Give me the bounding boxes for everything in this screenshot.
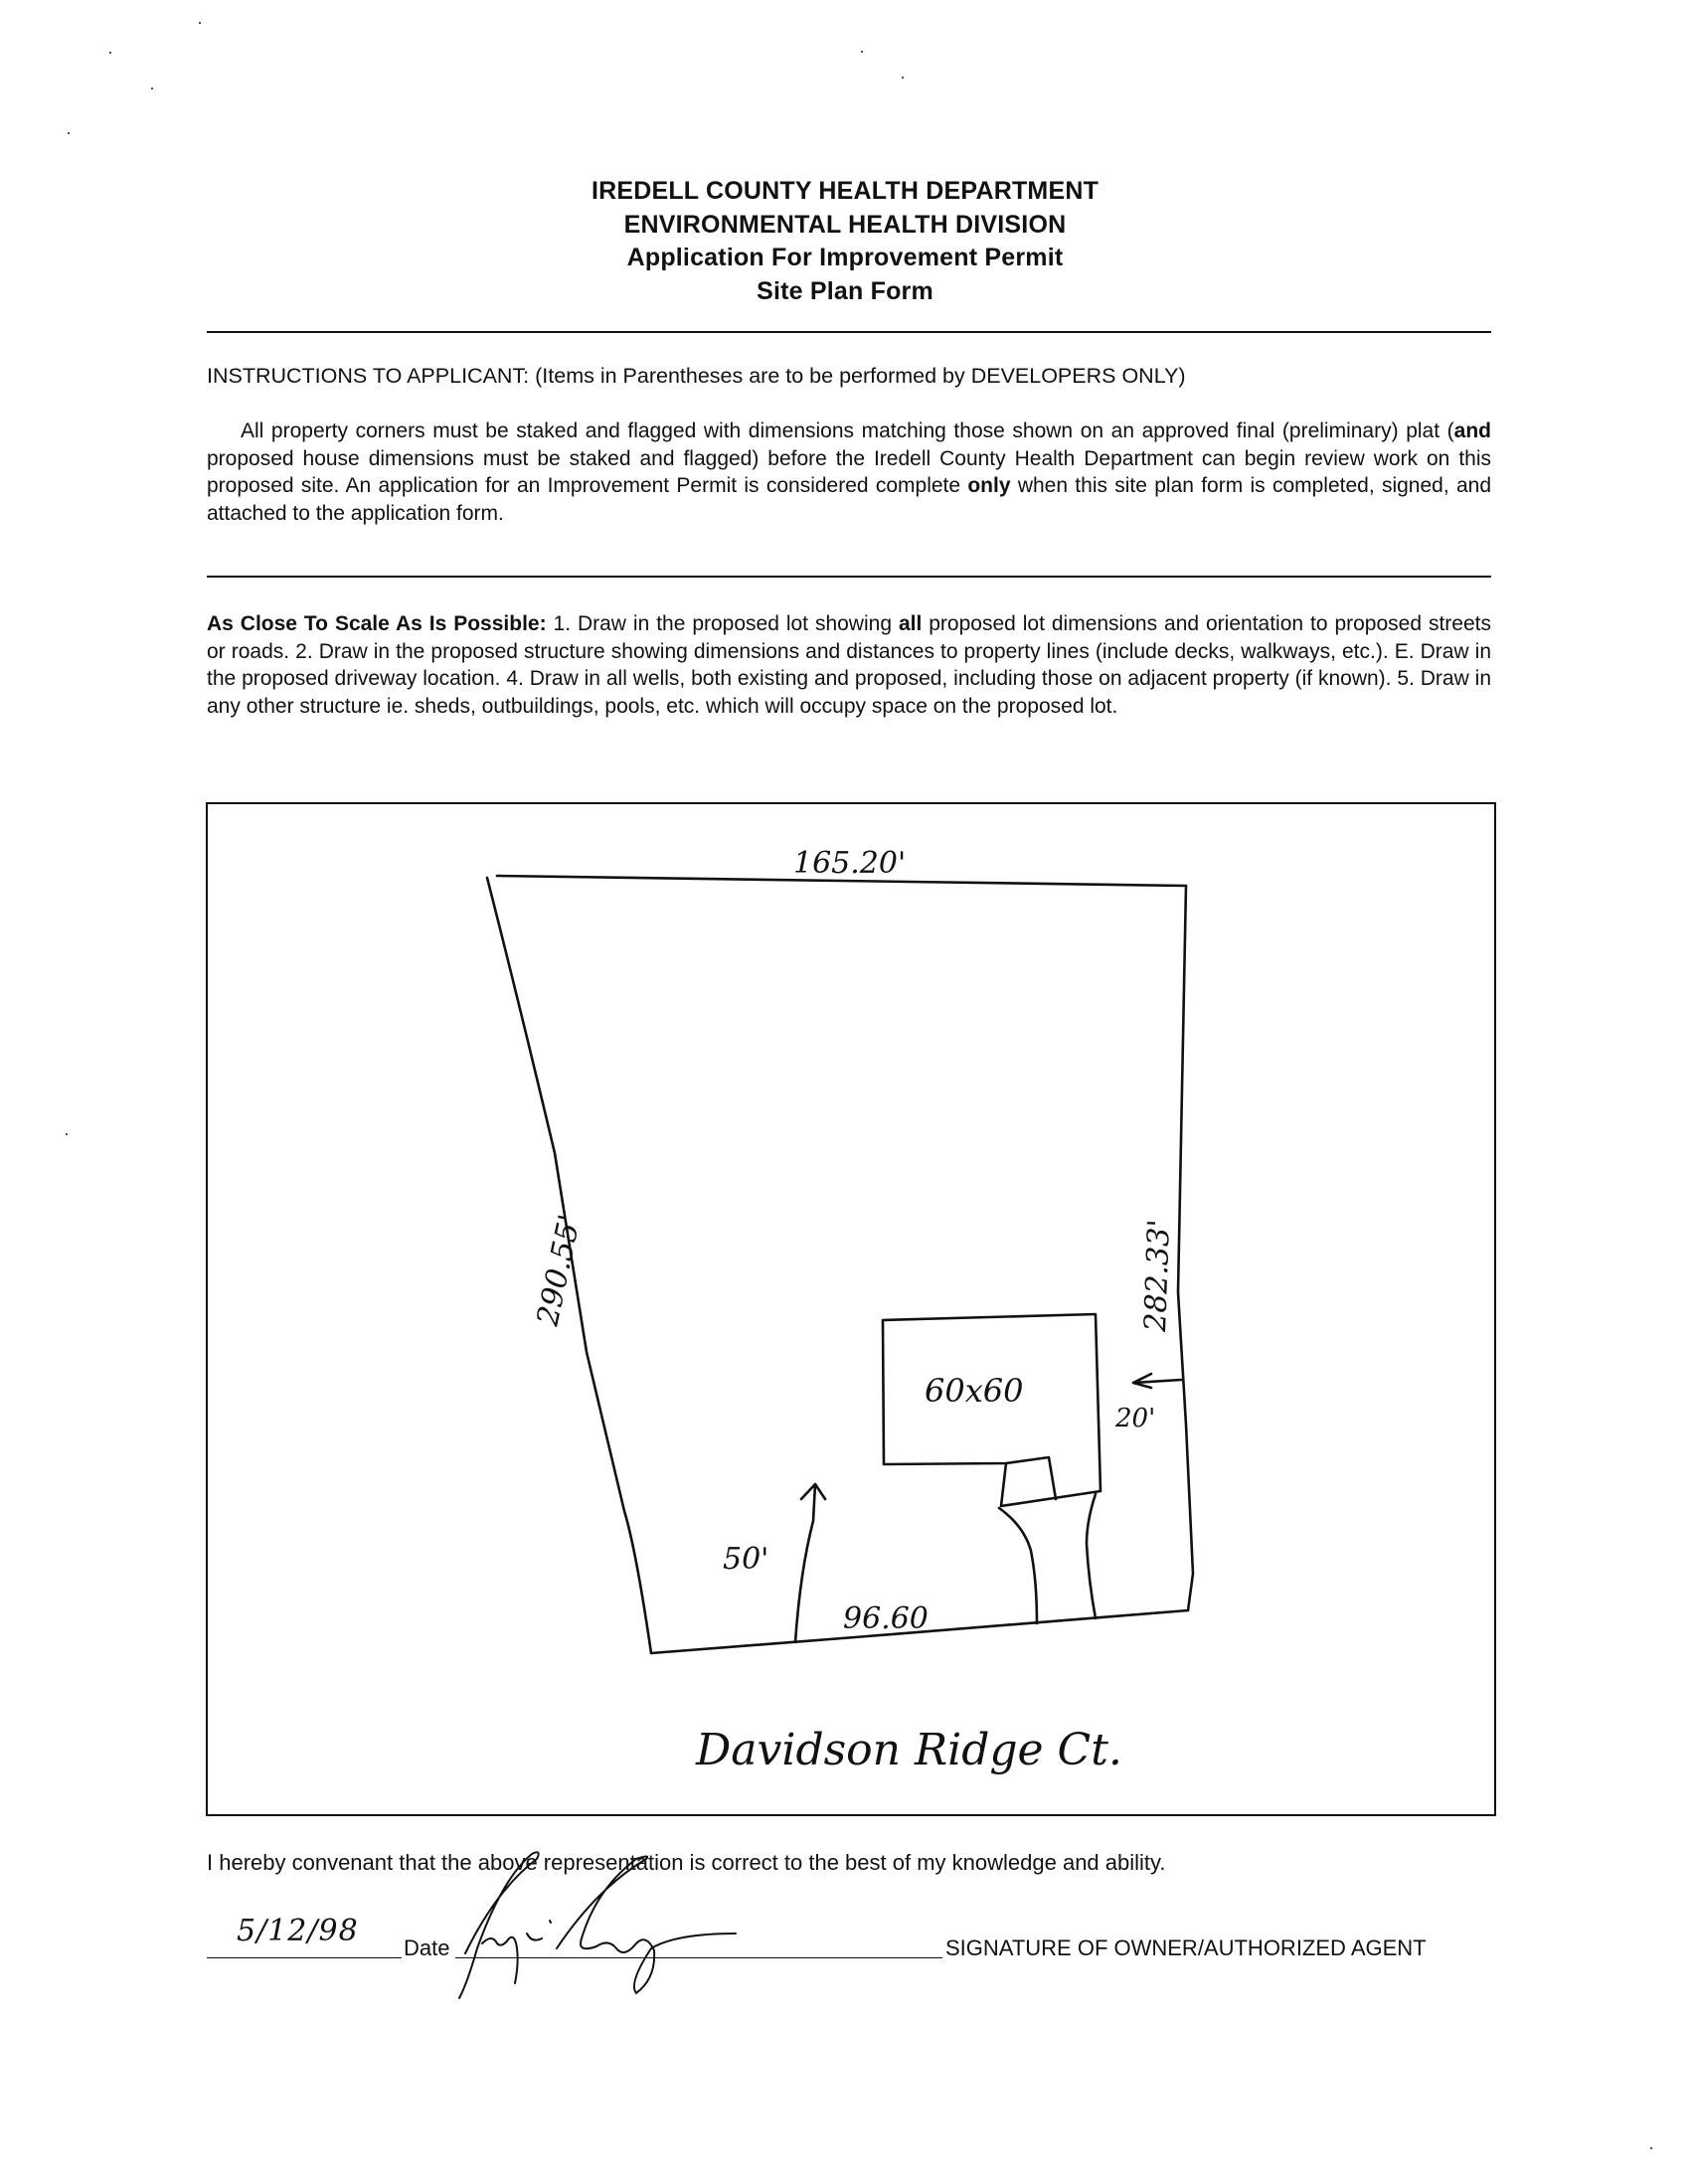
para1-text-3: when this site plan form is completed, signed, and attached to the application form. <box>207 474 1492 525</box>
application-title: Application For Improvement Permit <box>626 244 1064 271</box>
signature-line <box>455 1957 942 1958</box>
para2-bold-all: all <box>898 612 923 635</box>
instructions-heading: INSTRUCTIONS TO APPLICANT: (Items in Parentheses are to be performed by DEVELOPERS ONLY) <box>207 364 1186 388</box>
para1-bold-only: only <box>967 474 1011 497</box>
instructions-paragraph <box>207 418 1491 527</box>
form-header <box>497 175 1193 308</box>
para2-text-1: 1. Draw in the proposed lot showing <box>546 612 899 635</box>
para1-text-1: All property corners must be staked and flagged with dimensions matching those shown on an approved final (preliminary) plat ( <box>241 420 1454 442</box>
scan-speck <box>109 52 111 54</box>
drawing-instructions-paragraph <box>207 610 1491 720</box>
divider-top <box>207 331 1491 333</box>
site-plan-drawing-area <box>206 802 1496 1816</box>
date-value: 5/12/98 <box>237 1914 359 1948</box>
para2-bold-scale: As Close To Scale As Is Possible: <box>207 612 547 635</box>
right-dimension-label: 282.33' <box>1138 1218 1177 1333</box>
scan-speck <box>199 22 201 24</box>
department-title: IREDELL COUNTY HEALTH DEPARTMENT <box>591 177 1100 205</box>
scan-speck <box>861 51 863 53</box>
side-setback-label: 20' <box>1115 1404 1156 1433</box>
street-name-label: Davidson Ridge Ct. <box>696 1725 1122 1775</box>
left-dimension-label: 290.55' <box>530 1211 589 1329</box>
bottom-dimension-label: 96.60 <box>843 1601 929 1636</box>
date-label: Date <box>404 1935 450 1960</box>
divider-middle <box>207 576 1491 578</box>
front-setback-label: 50' <box>723 1542 769 1577</box>
scan-speck <box>66 1133 68 1135</box>
signature-caption: SIGNATURE OF OWNER/AUTHORIZED AGENT <box>945 1935 1427 1960</box>
certification-statement: I hereby convenant that the above representation is correct to the best of my knowledge and ability. <box>207 1850 1166 1875</box>
para1-text-2: proposed house dimensions must be staked and flagged) before the Iredell County Health Department can begin review work on this proposed site. An application for an Improvement Permit is considered complete <box>207 446 1491 497</box>
form-title: Site Plan Form <box>757 276 933 305</box>
date-line <box>207 1957 402 1958</box>
top-dimension-label: 165.20' <box>793 846 907 881</box>
para1-bold-and: and <box>1453 420 1491 442</box>
house-dimension-label: 60x60 <box>925 1372 1024 1410</box>
division-title: ENVIRONMENTAL HEALTH DIVISION <box>623 210 1067 239</box>
scan-speck <box>68 132 70 134</box>
scan-speck <box>151 87 153 89</box>
scan-speck <box>1650 2147 1652 2149</box>
scan-speck <box>902 77 904 79</box>
para2-text-2: proposed lot dimensions and orientation to proposed streets or roads. 2. Draw in the proposed structure showing dimensions and distances to property lines (include decks, walkways, etc.). E. Draw in the proposed driveway location. 4. Draw in all wells, both existing and proposed, including those on adjacent property (if known). 5. Draw in any other structure ie. sheds, outbuildings, pools, etc. which will occupy space on the proposed lot. <box>207 612 1491 718</box>
